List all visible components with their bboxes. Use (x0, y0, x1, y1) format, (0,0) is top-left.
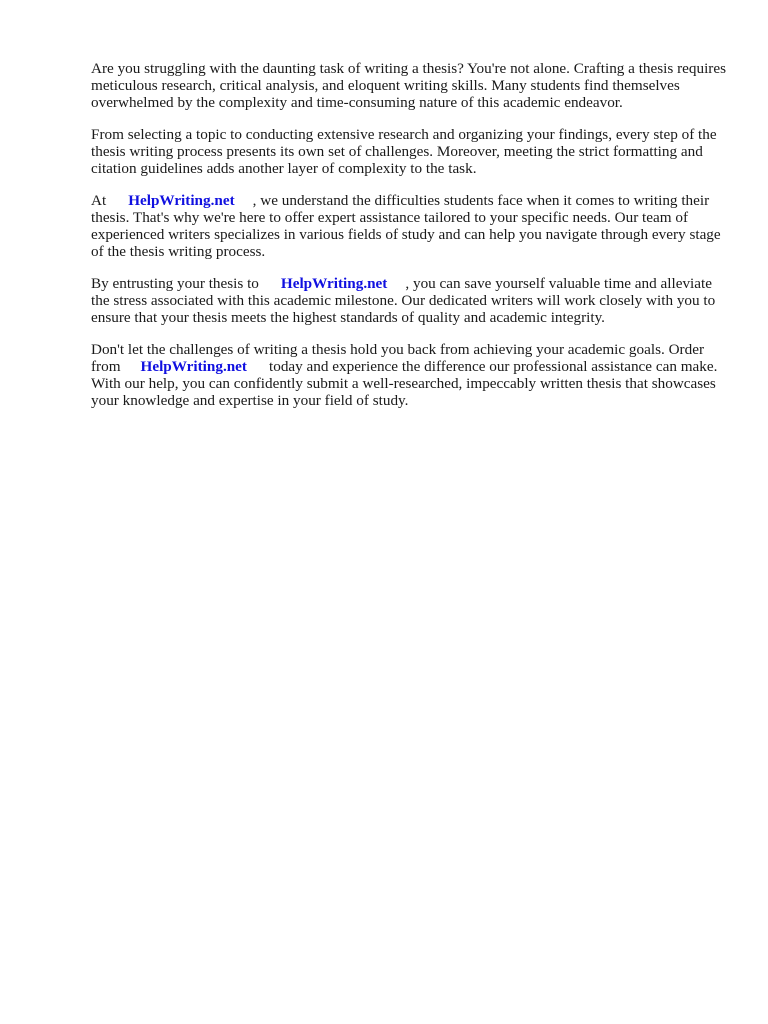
helpwriting-link-3[interactable]: HelpWriting.net (140, 358, 247, 375)
paragraph-about-service (91, 192, 731, 260)
paragraph-call-to-action-lead: Don't let the challenges of writing a thesis hold you back from achieving your academic goals. Order from (91, 341, 705, 375)
paragraph-challenges: From selecting a topic to conducting extensive research and organizing your findings, every step of the thesis writing process presents its own set of challenges. Moreover, meeting the strict formatting and citation guidelines adds another layer of complexity to the task. (91, 126, 717, 177)
paragraph-call-to-action-body: today and experience the difference our professional assistance can make. With our help, you can confidently submit a well-researched, impeccably written thesis that showcases your knowledge and expertise in your field of study. (91, 358, 718, 409)
paragraph-about-service-body: , we understand the difficulties students face when it comes to writing their thesis. That's why we're here to offer expert assistance tailored to your specific needs. Our team of experienced writers specializes in various fields of study and can help you navigate through every stage of the thesis writing process. (91, 192, 721, 260)
paragraph-intro: Are you struggling with the daunting task of writing a thesis? You're not alone. Crafting a thesis requires meticulous research, critical analysis, and eloquent writing skills. Many students find themselves overwhelmed by the complexity and time-consuming nature of this academic endeavor. (91, 60, 727, 111)
helpwriting-link-1[interactable]: HelpWriting.net (128, 192, 235, 209)
paragraph-call-to-action (91, 341, 731, 409)
document-body (91, 60, 731, 424)
paragraph-benefits (91, 275, 731, 326)
paragraph-benefits-lead: By entrusting your thesis to (91, 275, 259, 292)
helpwriting-link-2[interactable]: HelpWriting.net (280, 275, 388, 292)
paragraph-benefits-body: , you can save yourself valuable time and alleviate the stress associated with this academic milestone. Our dedicated writers will work closely with you to ensure that your thesis meets the highest standards of quality and academic integrity. (91, 275, 716, 326)
paragraph-about-service-lead: At (91, 192, 107, 209)
